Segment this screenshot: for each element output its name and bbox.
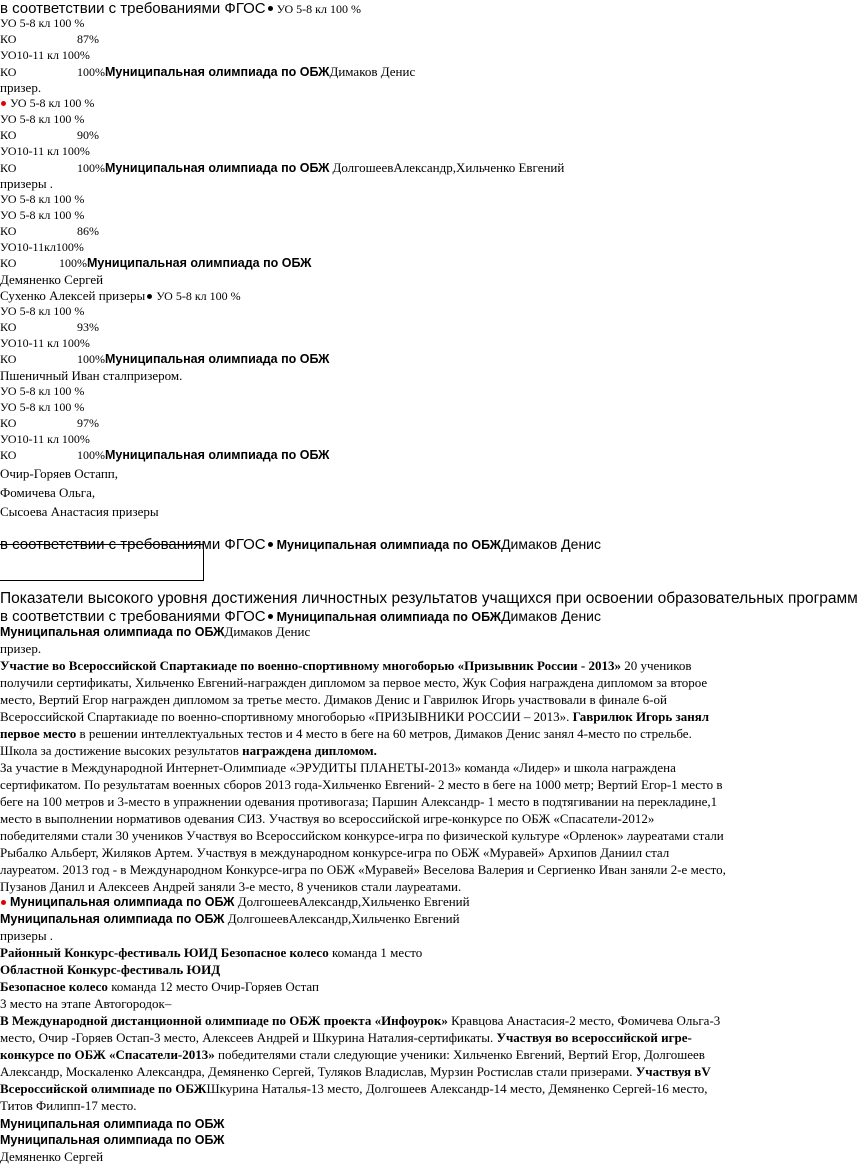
paragraph-line: Участие во Всероссийской Спартакиаде по военно-спортивному многоборью «Призывник России - 2013» 20 учеников [0,658,692,673]
paragraph-line: получили сертификаты, Хильченко Евгений-награжден дипломом за первое место, Жук София награждена дипломом за второе [0,675,708,690]
bullet-icon [1,900,6,905]
name-line: Демяненко Сергей [0,1149,104,1164]
uo-line: УО 5-8 кл 100 % [0,400,85,414]
yuid-district-line: Районный Конкурс-фестиваль ЮИД Безопасное колесо команда 1 место [0,945,423,960]
uo1011-line: УО10-11 кл 100% [0,144,90,158]
uo1011-line: УО10-11 кл 100% [0,432,90,446]
indicators-heading: Показатели высокого уровня достижения личностных результатов учащихся при освоении образовательных программ [0,590,858,607]
ko-line: КО 90% [0,128,99,142]
uo-line: УО 5-8 кл 100 % [0,16,85,30]
olympiad-line: Муниципальная олимпиада по ОБЖ ДолгошеевАлександр,Хильченко Евгений [0,911,460,926]
olympiad-line: КО 100%Муниципальная олимпиада по ОБЖ [0,352,330,366]
safe-wheel-line: Безопасное колесо команда 12 место Очир-Горяев Остап [0,979,319,994]
bullet-icon [268,542,273,547]
paragraph-line: сертификатом. По результатам военных сборов 2013 года-Хильченко Евгений- 2 место в беге на 1000 метр; Вертий Егор-1 место в [0,777,723,792]
olympiad-line: Муниципальная олимпиада по ОБЖ [0,1117,225,1131]
yuid-region-line: Областной Конкурс-фестиваль ЮИД [0,962,221,977]
paragraph-line: место, Очир -Горяев Остап-3 место, Алексеев Андрей и Шкурина Наталия-сертификаты. Участвуя во всероссийской игре- [0,1030,692,1045]
paragraph-line: В Международной дистанционной олимпиаде по ОБЖ проекта «Инфоурок» Кравцова Анастасия-2 место, Фомичева Ольга-3 [0,1013,721,1028]
olympiad-line: Муниципальная олимпиада по ОБЖ ДолгошеевАлександр,Хильченко Евгений [0,894,470,910]
paragraph-line: Пузанов Данил и Алексеев Андрей заняли 3-е место, 8 учеников стали лауреатами. [0,879,462,894]
paragraph-line: Рыбалко Альберт, Жиляков Артем. Участвуя в международном конкурсе-игра по ОБЖ «Муравей» Архипов Даниил стал [0,845,670,860]
ko-line: КО 87% [0,32,99,46]
ko-line: КО 97% [0,416,99,430]
uo-line: УО 5-8 кл 100 % [0,112,85,126]
prize-line: Сысоева Анастасия призеры [0,504,159,519]
olympiad-line: КО 100%Муниципальная олимпиада по ОБЖ ДолгошеевАлександр,Хильченко Евгений [0,160,565,175]
uo1011-line: УО10-11кл100% [0,240,84,254]
empty-box [0,544,204,581]
paragraph-line: Школа за достижение высоких результатов награждена дипломом. [0,743,377,758]
paragraph-line: лауреатом. 2013 год - в Международном Конкурсе-игра по ОБЖ «Муравей» Веселова Валерия и Сергиенко Иван заняли 2-е место, [0,862,726,877]
name-line: Очир-Горяев Остапп, [0,466,118,481]
olympiad-line: Муниципальная олимпиада по ОБЖДимаков Денис [0,624,311,639]
ko-line: КО 86% [0,224,99,238]
paragraph-line: Александр, Москаленко Александра, Демяненко Сергей, Туляков Владислав, Мурзин Ростислав стали призерами. Участвуя вV [0,1064,711,1079]
bullet-icon [1,101,6,106]
paragraph-line: Всероссийской олимпиаде по ОБЖШкурина Наталья-13 место, Долгошеев Александр-14 место, Демяненко Сергей-16 место, [0,1081,708,1096]
prize-line: призер. [0,80,42,95]
olympiad-line: КО 100%Муниципальная олимпиада по ОБЖДимаков Денис [0,64,416,79]
uo1011-line: УО10-11 кл 100% [0,48,90,62]
autogorodok-line: 3 место на этапе Автогородок– [0,996,172,1011]
paragraph-line: Титов Филипп-17 место. [0,1098,137,1113]
prize-line: призеры . [0,928,54,943]
prize-line: призеры . [0,176,54,191]
prize-line: Сухенко Алексей призеры УО 5-8 кл 100 % [0,288,241,303]
name-line: Демяненко Сергей [0,272,104,287]
bullet-icon [268,6,273,11]
paragraph-line: победителями стали 30 учеников Участвуя во Всероссийском конкурсе-игра по физической культуре «Орленок» лауреатами стали [0,828,724,843]
bullet-icon [268,614,273,619]
uo-line: УО 5-8 кл 100 % [0,304,85,318]
fgos-line: в соответствии с требованиями ФГОС УО 5-8 кл 100 % [0,0,361,17]
prize-line: Пшеничный Иван сталпризером. [0,368,183,383]
uo-line: УО 5-8 кл 100 % [0,384,85,398]
paragraph-line: место, Вертий Егор награжден дипломом за третье место. Димаков Денис и Гаврилюк Игорь участвовали в финале 6-ой [0,692,667,707]
paragraph-line: первое место в решении интеллектуальных тестов и 4 место в беге на 60 метров, Димаков Денис занял 4-место по стрельбе. [0,726,692,741]
uo-line: УО 5-8 кл 100 % [0,96,94,111]
paragraph-line: конкурсе по ОБЖ «Спасатели-2013» победителями стали следующие ученики: Хильченко Евгений, Вертий Егор, Долгошеев [0,1047,705,1062]
olympiad-line: КО 100%Муниципальная олимпиада по ОБЖ [0,256,312,270]
paragraph-line: За участие в Международной Интернет-Олимпиаде «ЭРУДИТЫ ПЛАНЕТЫ-2013» команда «Лидер» и школа награждена [0,760,676,775]
olympiad-line: КО 100%Муниципальная олимпиада по ОБЖ [0,448,330,462]
paragraph-line: Всероссийской Спартакиаде по военно-спортивному многоборью «ПРИЗЫВНИКИ РОССИИ – 2013». Гаврилюк Игорь занял [0,709,710,724]
paragraph-line: беге на 100 метров и 3-место в упражнении одевания противогаза; Паршин Александр- 1 место в подтягивании на перекладине,1 [0,794,718,809]
uo-line: УО 5-8 кл 100 % [0,192,85,206]
prize-line: призер. [0,641,42,656]
uo-line: УО 5-8 кл 100 % [0,208,85,222]
ko-line: КО 93% [0,320,99,334]
fgos-line: в соответствии с требованиями ФГОС Муниципальная олимпиада по ОБЖДимаков Денис [0,608,602,625]
paragraph-line: место в выполнении нормативов одевания СИЗ. Участвуя во всероссийской игре-конкурсе по ОБЖ «Спасатели-2012» [0,811,655,826]
olympiad-line: Муниципальная олимпиада по ОБЖ [0,1133,225,1147]
bullet-icon [147,294,152,299]
name-line: Фомичева Ольга, [0,485,96,500]
fgos-line: в соответствии с требованиями ФГОС Муниципальная олимпиада по ОБЖДимаков Денис [0,536,602,553]
uo1011-line: УО10-11 кл 100% [0,336,90,350]
